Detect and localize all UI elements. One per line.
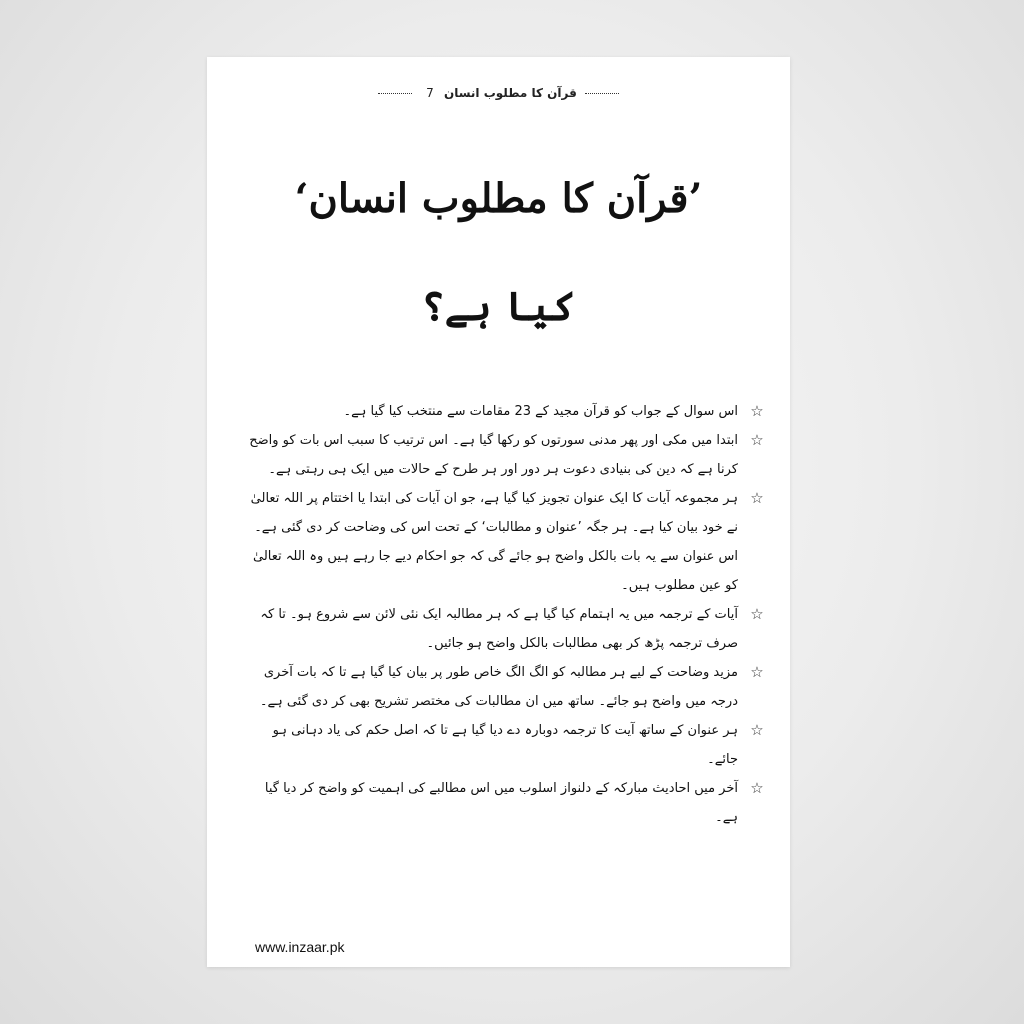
list-item-extra-text: اس عنوان سے یہ بات بالکل واضح ہو جائے گی کہ جو احکام دیے جا رہے ہیں وہ اللہ تعالیٰ کو عین مطلوب ہیں۔: [253, 549, 738, 593]
header-title: قرآن کا مطلوب انسان: [443, 86, 577, 100]
header-left-dots: [378, 93, 412, 94]
list-item-text: اس سوال کے جواب کو قرآن مجید کے 23 مقامات سے منتخب کیا گیا ہے۔: [343, 404, 738, 419]
page-title-line-1: ’قرآن کا مطلوب انسان‘: [294, 175, 703, 222]
list-item-text: مزید وضاحت کے لیے ہر مطالبہ کو الگ الگ خاص طور پر بیان کیا گیا ہے تا کہ بات آخری درجہ میں واضح ہو جائے۔ ساتھ میں ان مطالبات کی مختصر تشریح بھی کر دی گئی ہے۔: [259, 665, 738, 709]
list-item: [243, 484, 776, 600]
star-icon: ☆: [750, 402, 764, 420]
list-item: [243, 658, 776, 716]
document-page: [207, 57, 790, 967]
list-item: [243, 716, 776, 774]
list-item-text: ہر عنوان کے ساتھ آیت کا ترجمہ دوبارہ دے دیا گیا ہے تا کہ اصل حکم کی یاد دہانی ہو جائے۔: [272, 723, 738, 767]
list-item-text: آیات کے ترجمہ میں یہ اہتمام کیا گیا ہے کہ ہر مطالبہ ایک نئی لائن سے شروع ہو۔ تا کہ صرف ترجمہ پڑھ کر بھی مطالبات بالکل واضح ہو جائیں۔: [260, 607, 738, 651]
list-item-text: ہر مجموعہ آیات کا ایک عنوان تجویز کیا گیا ہے، جو ان آیات کی ابتدا یا اختتام پر اللہ تعالیٰ نے خود بیان کیا ہے۔ ہر جگہ ’عنوان و مطالبات‘ کے تحت اس کی وضاحت کر دی گئی ہے۔: [250, 491, 738, 535]
star-icon: ☆: [750, 605, 764, 623]
star-icon: ☆: [750, 779, 764, 797]
star-icon: ☆: [750, 663, 764, 681]
running-header: [207, 86, 790, 100]
list-item: [243, 426, 776, 484]
star-icon: ☆: [750, 721, 764, 739]
list-item: [243, 397, 776, 426]
list-item-text: آخر میں احادیث مبارکہ کے دلنواز اسلوب میں اس مطالبے کی اہمیت کو واضح کر دیا گیا ہے۔: [264, 781, 738, 825]
list-item-text: ابتدا میں مکی اور پھر مدنی سورتوں کو رکھا گیا ہے۔ اس ترتیب کا سبب اس بات کو واضح کرنا ہے کہ دین کی بنیادی دعوت ہر دور اور ہر طرح کے حالات میں ایک ہی رہتی ہے۔: [249, 433, 738, 477]
list-item: [243, 774, 776, 832]
page-number: 7: [426, 86, 434, 100]
footer-url: www.inzaar.pk: [255, 939, 345, 955]
star-icon: ☆: [750, 489, 764, 507]
page-title-line-2: کیا ہے؟: [421, 283, 576, 330]
star-icon: ☆: [750, 431, 764, 449]
bullet-list: [243, 397, 776, 832]
list-item: [243, 600, 776, 658]
header-right-dots: [585, 93, 619, 94]
